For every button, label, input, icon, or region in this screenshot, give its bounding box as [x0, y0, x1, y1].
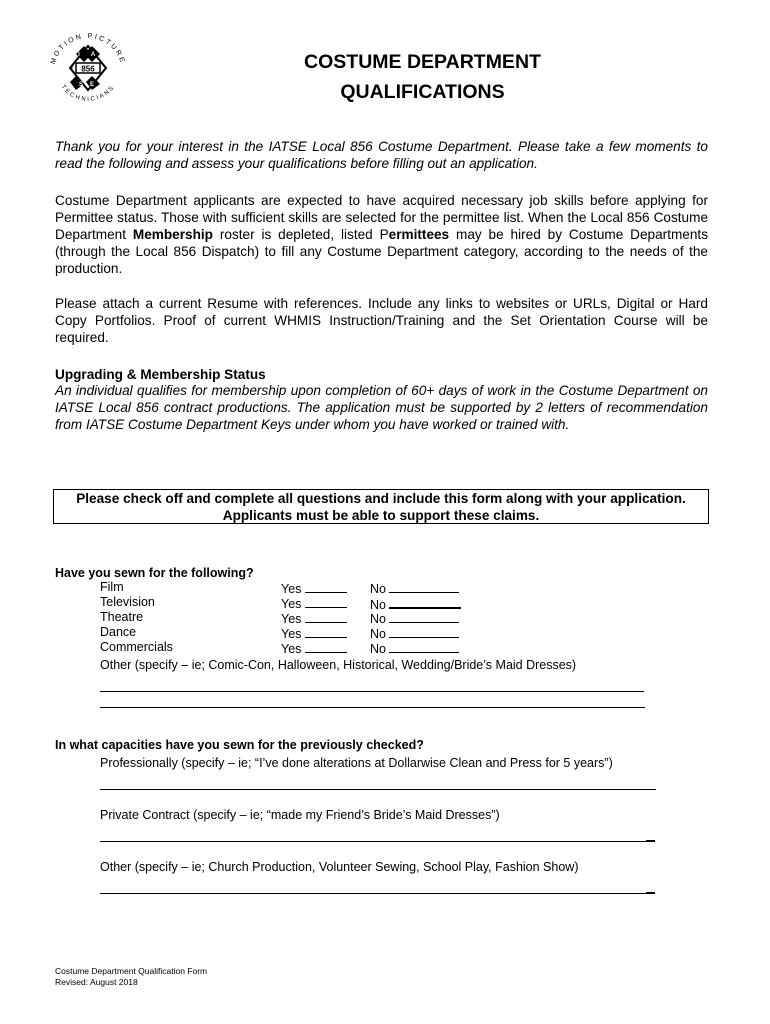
other-capacity-label: Other (specify – ie; Church Production, Volunteer Sewing, School Play, Fashion Show) — [100, 860, 579, 874]
footer-revised: Revised: August 2018 — [55, 977, 138, 987]
no-field[interactable]: No — [370, 610, 459, 627]
sewn-row-television — [100, 595, 480, 610]
footer-form-name: Costume Department Qualification Form — [55, 966, 208, 976]
private-contract-line[interactable] — [100, 841, 646, 842]
sewn-other-line-2[interactable] — [100, 707, 645, 708]
union-logo — [40, 18, 136, 114]
sewn-row-commercials — [100, 640, 480, 655]
upgrading-heading: Upgrading & Membership Status — [55, 367, 266, 382]
notice-line-2: Applicants must be able to support these claims. — [222, 507, 540, 523]
yes-field[interactable]: Yes — [281, 595, 347, 612]
professionally-line[interactable] — [100, 789, 656, 790]
sewn-other-line-1[interactable] — [100, 691, 644, 692]
logo-ring-top: MOTION PICTURE — [49, 32, 127, 66]
logo-letter-e: E — [89, 82, 95, 88]
logo-letter-s: S — [78, 82, 84, 88]
sewn-row-theatre — [100, 610, 480, 625]
capacities-question: In what capacities have you sewn for the previously checked? — [55, 738, 424, 752]
no-field[interactable]: No — [370, 595, 461, 613]
logo-letter-i: I — [78, 52, 80, 58]
upgrading-text: An individual qualifies for membership upon completion of 60+ days of work in the Costume Department on IATSE Local 856 contract productions. The application must be supported by 2 letters of recommendation from IATSE Costume Department Keys under whom you have worked or trained with. — [55, 383, 708, 432]
p1-text-a: Costume Department applicants are expected to have acquired necessary job skills before applying for Permittee status. Those with sufficient skills are selected for the permittee list. When the Local 856 Costume Department — [55, 193, 708, 242]
private-contract-line-end — [646, 840, 655, 842]
notice-box — [53, 489, 709, 524]
title-line-1: COSTUME DEPARTMENT — [304, 51, 541, 73]
yes-field[interactable]: Yes — [281, 580, 347, 597]
requirements-paragraph — [55, 192, 708, 277]
sewn-item-label: Theatre — [100, 610, 144, 624]
title-line-2: QUALIFICATIONS — [340, 81, 505, 103]
sewn-item-label: Television — [100, 595, 155, 609]
sewn-other-label: Other (specify – ie; Comic-Con, Halloween, Historical, Wedding/Bride’s Maid Dresses) — [100, 658, 577, 672]
yes-field[interactable]: Yes — [281, 610, 347, 627]
logo-letter-a: A — [90, 52, 96, 58]
sewn-item-label: Dance — [100, 625, 137, 639]
attachments-paragraph: Please attach a current Resume with references. Include any links to websites or URLs, Digital or Hard Copy Portfolios. Proof of current WHMIS Instruction/Training and the Set Orientation Course will be required. — [55, 296, 708, 345]
sewn-item-label: Commercials — [100, 640, 173, 654]
intro-thank-you: Thank you for your interest in the IATSE Local 856 Costume Department. Please take a few moments to read the following and assess your qualifications before filling out an application. — [55, 139, 708, 171]
no-field[interactable]: No — [370, 640, 459, 657]
p1-text-c: roster is depleted, listed P — [212, 227, 389, 242]
sewn-question: Have you sewn for the following? — [55, 566, 254, 580]
no-field[interactable]: No — [370, 625, 459, 642]
logo-center-number: 856 — [81, 64, 95, 74]
sewn-row-dance — [100, 625, 480, 640]
p1-membership: Membership — [132, 227, 213, 242]
p1-text-e: may be hired by Costume Departments (through the Local 856 Dispatch) to fill any Costume Department category, according to the needs of the production. — [55, 227, 708, 276]
logo-ring-bottom: TECHNICIANS — [59, 84, 117, 104]
footer — [55, 966, 207, 988]
p1-permittees: ermittees — [388, 227, 450, 242]
professionally-label: Professionally (specify – ie; “I’ve done alterations at Dollarwise Clean and Press for 5 years”) — [100, 756, 613, 770]
yes-field[interactable]: Yes — [281, 625, 347, 642]
other-capacity-line[interactable] — [100, 893, 646, 894]
yes-field[interactable]: Yes — [281, 640, 347, 657]
logo-letter-t: T — [70, 66, 74, 72]
sewn-row-film — [100, 580, 480, 595]
other-capacity-line-end — [646, 892, 655, 894]
notice-line-1: Please check off and complete all questions and include this form along with your application. — [76, 491, 686, 506]
private-contract-label: Private Contract (specify – ie; “made my Friend’s Bride’s Maid Dresses”) — [100, 808, 500, 822]
page-title — [250, 47, 595, 107]
no-field[interactable]: No — [370, 580, 459, 597]
sewn-item-label: Film — [100, 580, 124, 594]
